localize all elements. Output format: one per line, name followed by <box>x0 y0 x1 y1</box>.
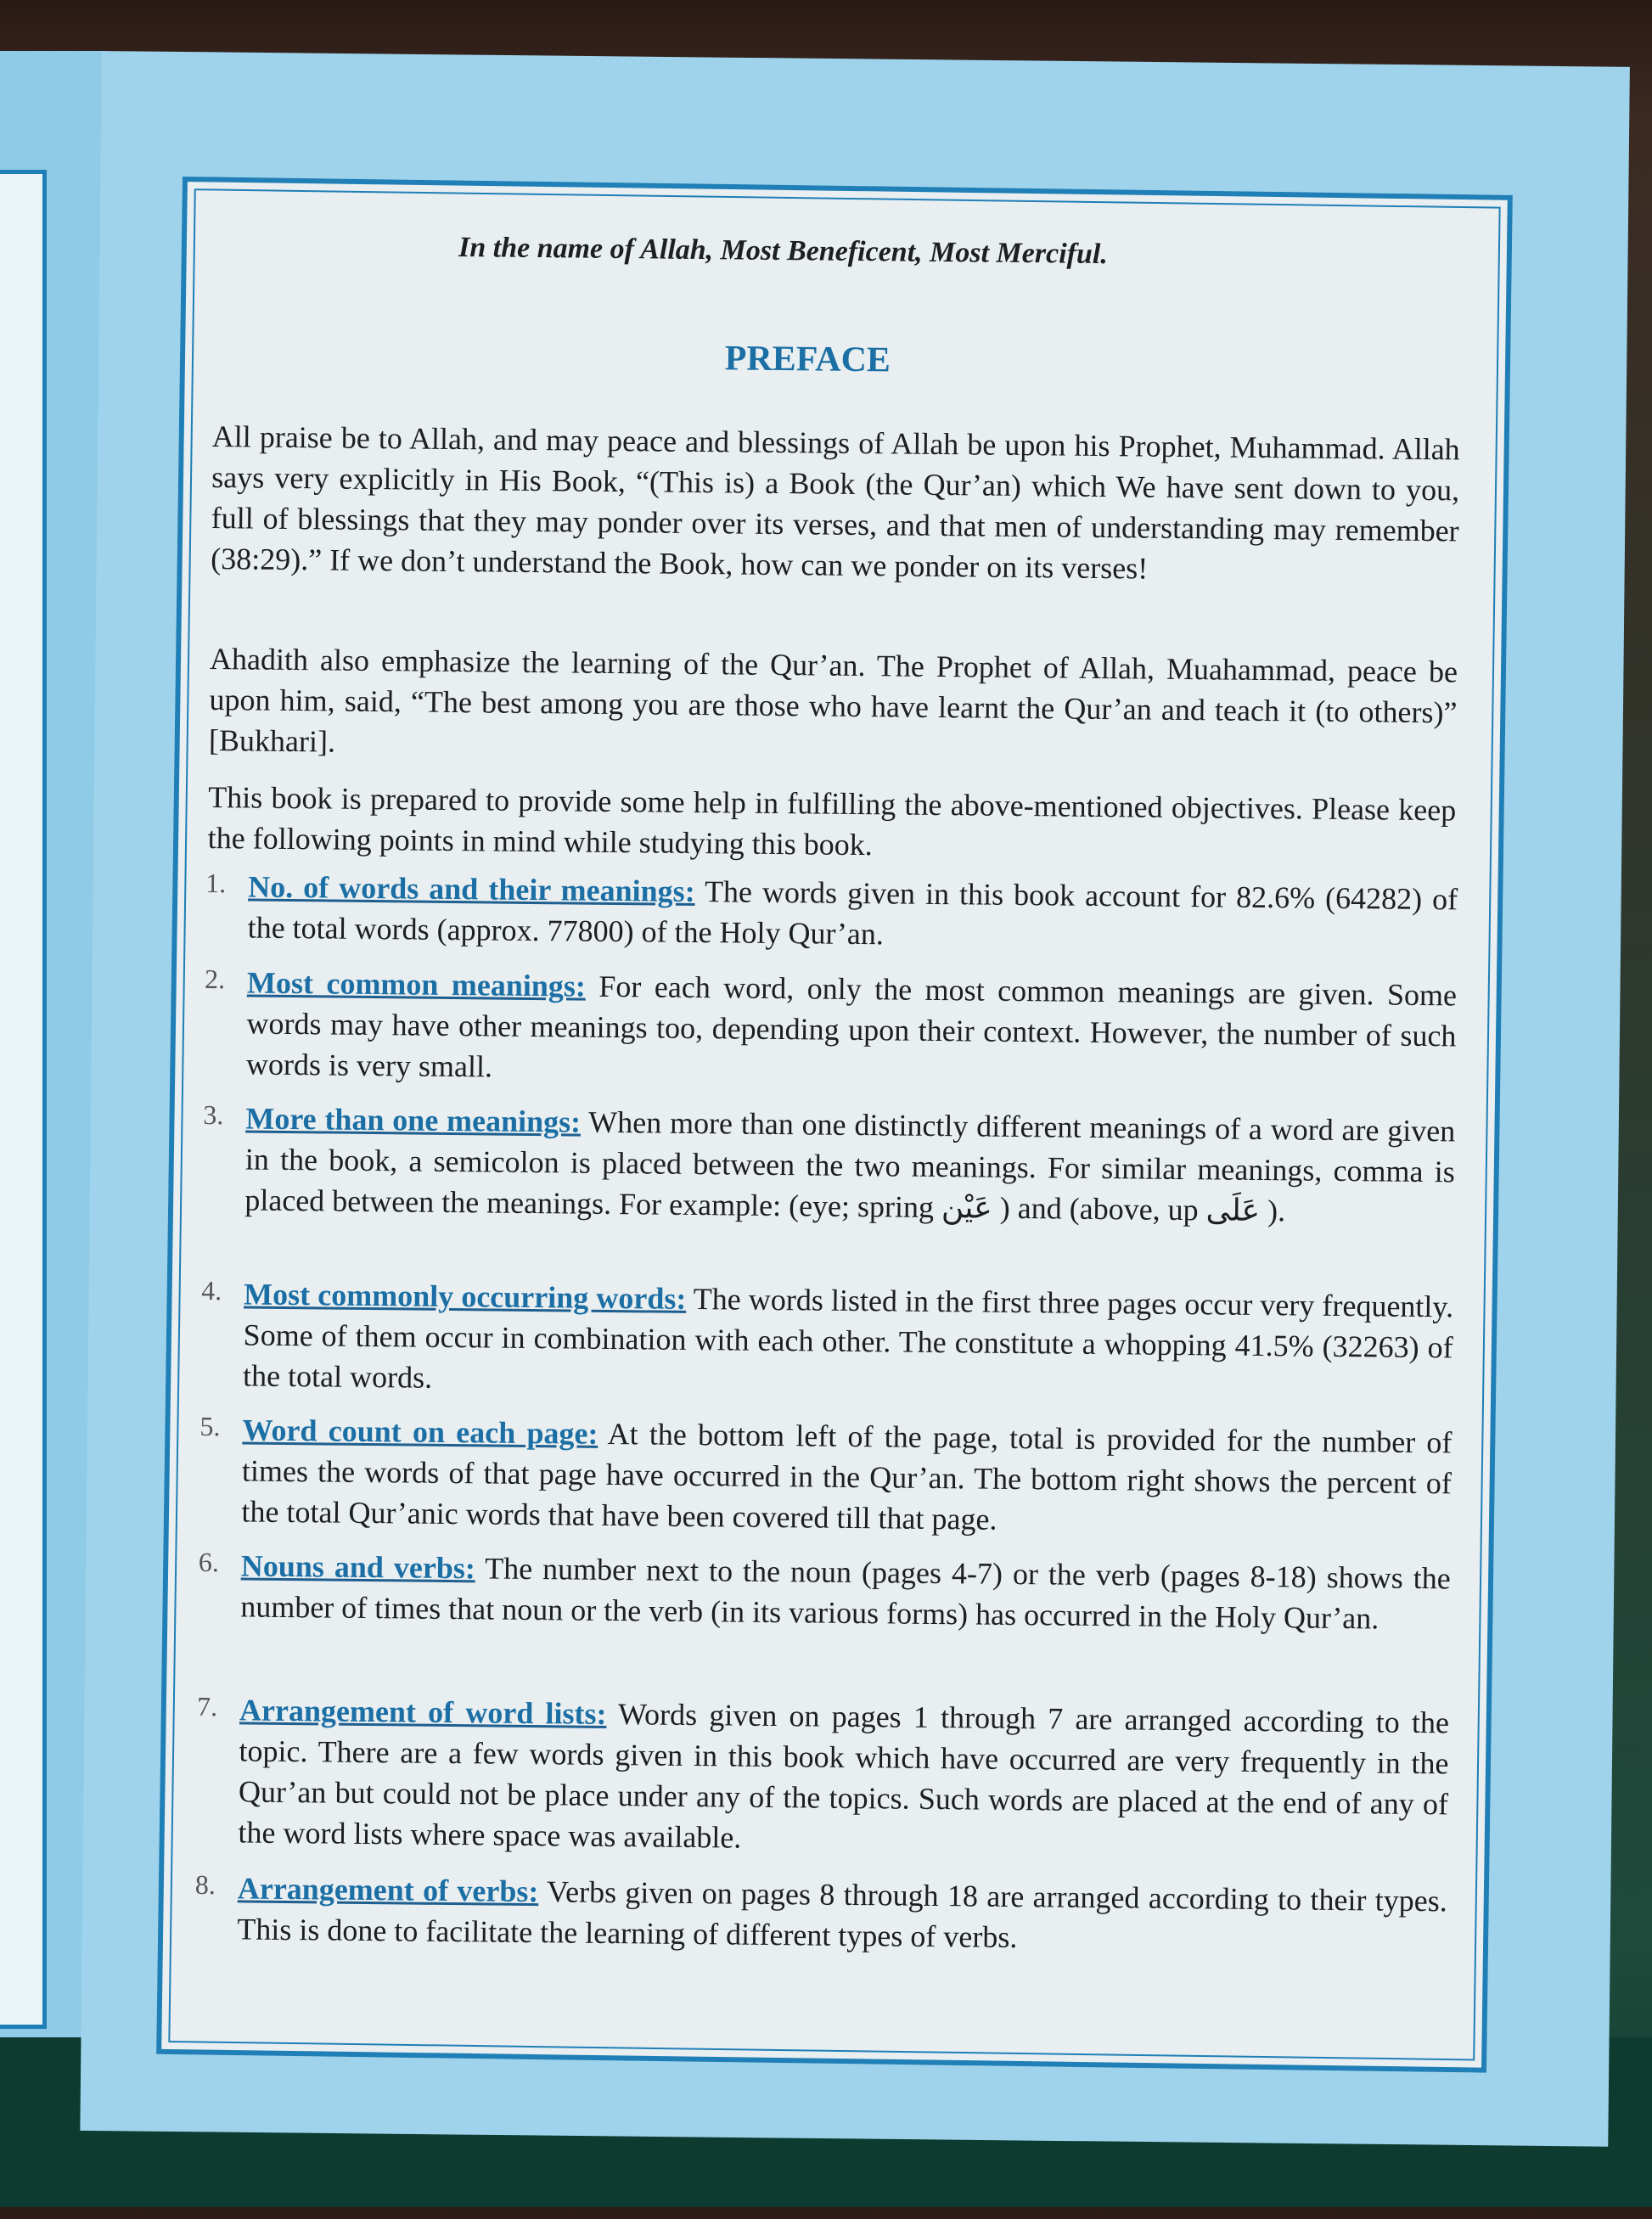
paragraph: This book is prepared to provide some help in fulfilling the above-mentioned objectives. Please keep the following points in mind while studying this book. <box>207 779 1457 862</box>
list-item <box>240 1545 1451 1639</box>
item-text: When more than one distinctly different meanings of a word are given in the book, a semicolon is placed between the two meanings. For similar meanings, comma is placed between the meanings. For example: (eye; spring عَيْن ) and (above, up عَلَى ). <box>244 1104 1456 1228</box>
item-number: 2. <box>204 963 226 995</box>
list-item <box>241 1409 1452 1544</box>
item-heading: Arrangement of verbs: <box>237 1871 539 1909</box>
item-heading: Most common meanings: <box>246 965 587 1003</box>
item-text: For each word, only the most common meanings are given. Some words may have other meanings too, depending upon their context. However, the number of such words is very small. <box>245 969 1458 1084</box>
item-heading: Most commonly occurring words: <box>243 1277 687 1316</box>
item-text: The words listed in the first three pages occur very frequently. Some of them occur in combination with each other. The constitute a whopping 41.5% (32263) of the total words. <box>242 1281 1454 1395</box>
item-number: 5. <box>199 1410 221 1442</box>
item-heading: Arrangement of word lists: <box>239 1693 607 1731</box>
item-number: 8. <box>194 1868 216 1901</box>
item-number: 3. <box>203 1098 224 1131</box>
item-text: Verbs given on pages 8 through 18 are arranged according to their types. This is done to facilitate the learning of different types of verbs. <box>237 1874 1447 1955</box>
list-item <box>247 866 1458 960</box>
item-heading: Nouns and verbs: <box>240 1548 476 1586</box>
item-number: 1. <box>205 867 227 899</box>
item-text: Words given on pages 1 through 7 are arranged according to the topic. There are a few words given in this book which have occurred are very frequently in the Qur’an but could not be place under any of the topics. Such words are placed at the end of any of the word lists where space was available. <box>238 1696 1450 1855</box>
item-text: The number next to the noun (pages 4-7) or the verb (pages 8-18) shows the number of times that noun or the verb (in its various forms) has occurred in the Holy Qur’an. <box>240 1551 1451 1636</box>
paragraph: All praise be to Allah, and may peace and blessings of Allah be upon his Prophet, Muhammad. Allah says very explicitly in His Book, “(This is) a Book (the Qur’an) which We have sent down to you, full of blessings that they may ponder over its verses, and that men of understanding may remember (38:29).” If we don’t understand the Book, how can we ponder on its verses! <box>211 419 1460 586</box>
item-number: 4. <box>201 1274 222 1306</box>
item-number: 6. <box>198 1546 220 1578</box>
item-text: At the bottom left of the page, total is provided for the number of times the words of that page have occurred in the Qur’an. The bottom right shows the percent of the total Qur’anic words that have been covered till that page. <box>241 1416 1453 1536</box>
list-item <box>246 962 1457 1097</box>
bismillah-header: In the name of Allah, Most Beneficent, Most Merciful. <box>458 232 1108 271</box>
item-text: The words given in this book account for 82.6% (64282) of the total words (approx. 77800) of the Holy Qur’an. <box>247 874 1458 952</box>
list-item <box>237 1868 1447 1962</box>
item-heading: Word count on each page: <box>242 1413 598 1451</box>
item-heading: No. of words and their meanings: <box>247 869 695 908</box>
list-item <box>244 1098 1455 1233</box>
paragraph: Ahadith also emphasize the learning of the Qur’an. The Prophet of Allah, Muahammad, peace be upon him, said, “The best among you are those who have learnt the Qur’an and teach it (to others)” [Bukhari]. <box>208 641 1458 759</box>
item-heading: More than one meanings: <box>245 1101 582 1139</box>
list-item <box>238 1689 1449 1865</box>
list-item <box>243 1273 1453 1408</box>
item-number: 7. <box>196 1690 218 1722</box>
page-title: PREFACE <box>724 339 891 380</box>
